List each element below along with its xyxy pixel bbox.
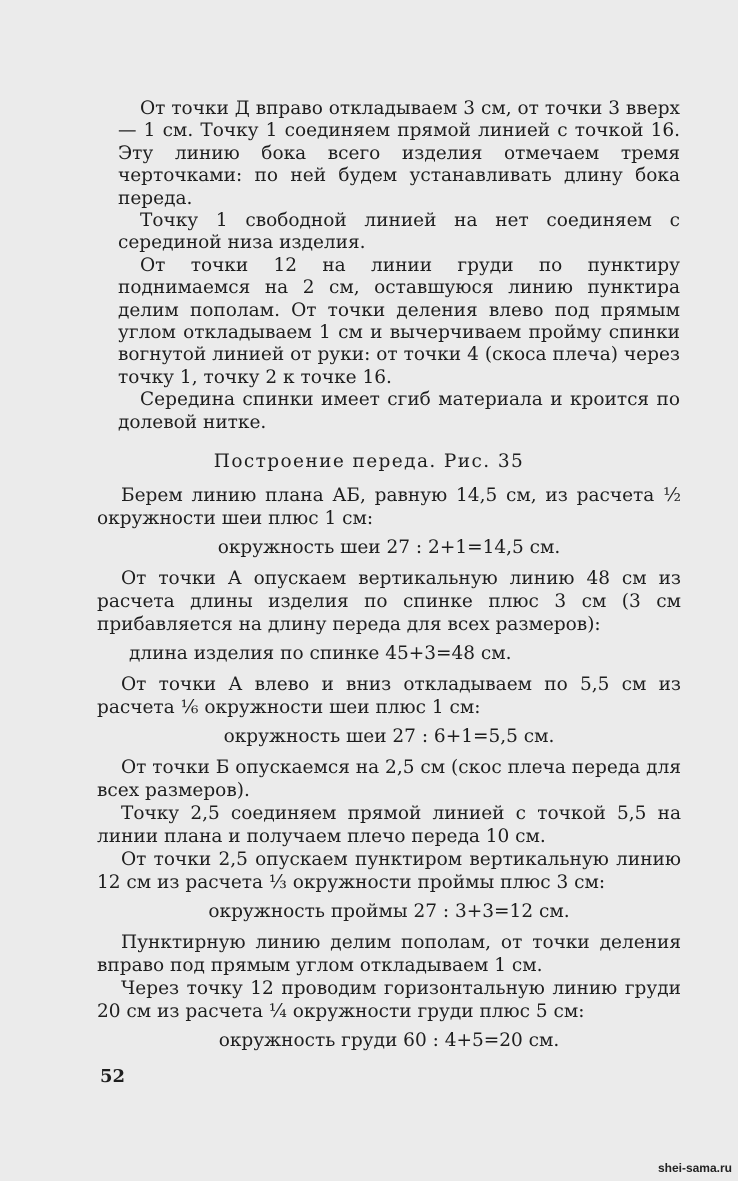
paragraph: От точки А влево и вниз откладываем по 5,5 см из расчета ⅙ окружности шеи плюс 1 см: [97, 674, 681, 718]
paragraph: От точки 12 на линии груди по пунктиру поднимаемся на 2 см, оставшуюся линию пунктира делим пополам. От точки деления влево под прямым углом откладываем 1 см и вычерчиваем пройму спинки вогнутой линией от руки: от точки 4 (скоса плеча) через точку 1, точку 2 к точке 16. [118, 254, 680, 388]
formula: окружность шеи 27 : 6+1=5,5 см. [223, 726, 555, 747]
paragraph: Через точку 12 проводим горизонтальную линию груди 20 см из расчета ¼ окружности груди плюс 5 см: [97, 978, 681, 1022]
page-number: 52 [100, 1066, 126, 1087]
top-text-block [118, 98, 680, 434]
formula: длина изделия по спинке 45+3=48 см. [129, 643, 512, 664]
paragraph: От точки Д вправо откладываем 3 см, от точки 3 вверх — 1 см. Точку 1 соединяем прямой линией с точкой 16. Эту линию бока всего изделия отмечаем тремя черточками: по ней будем устанавливать длину бока переда. [118, 98, 680, 209]
front-construction-section [97, 484, 681, 1060]
paragraph: Точку 1 свободной линией на нет соединяем с серединой низа изделия. [118, 210, 680, 254]
section-heading: Построение переда. Рис. 35 [213, 451, 525, 472]
paragraph: От точки Б опускаемся на 2,5 см (скос плеча переда для всех размеров). [97, 757, 681, 801]
paragraph: Середина спинки имеет сгиб материала и кроится по долевой нитке. [118, 389, 680, 433]
watermark: shei-sama.ru [657, 1161, 732, 1175]
formula: окружность шеи 27 : 2+1=14,5 см. [217, 537, 561, 558]
paragraph: Точку 2,5 соединяем прямой линией с точкой 5,5 на линии плана и получаем плечо переда 10 см. [97, 803, 681, 847]
formula: окружность проймы 27 : 3+3=12 см. [208, 901, 570, 922]
paragraph: От точки А опускаем вертикальную линию 48 см из расчета длины изделия по спинке плюс 3 см (3 см прибавляется на длину переда для всех размеров): [97, 568, 681, 635]
formula: окружность груди 60 : 4+5=20 см. [218, 1030, 560, 1051]
paragraph: От точки 2,5 опускаем пунктиром вертикальную линию 12 см из расчета ⅓ окружности проймы плюс 3 см: [97, 849, 681, 893]
paragraph: Пунктирную линию делим пополам, от точки деления вправо под прямым углом откладываем 1 см. [97, 932, 681, 976]
paragraph: Берем линию плана АБ, равную 14,5 см, из расчета ½ окружности шеи плюс 1 см: [97, 485, 681, 529]
